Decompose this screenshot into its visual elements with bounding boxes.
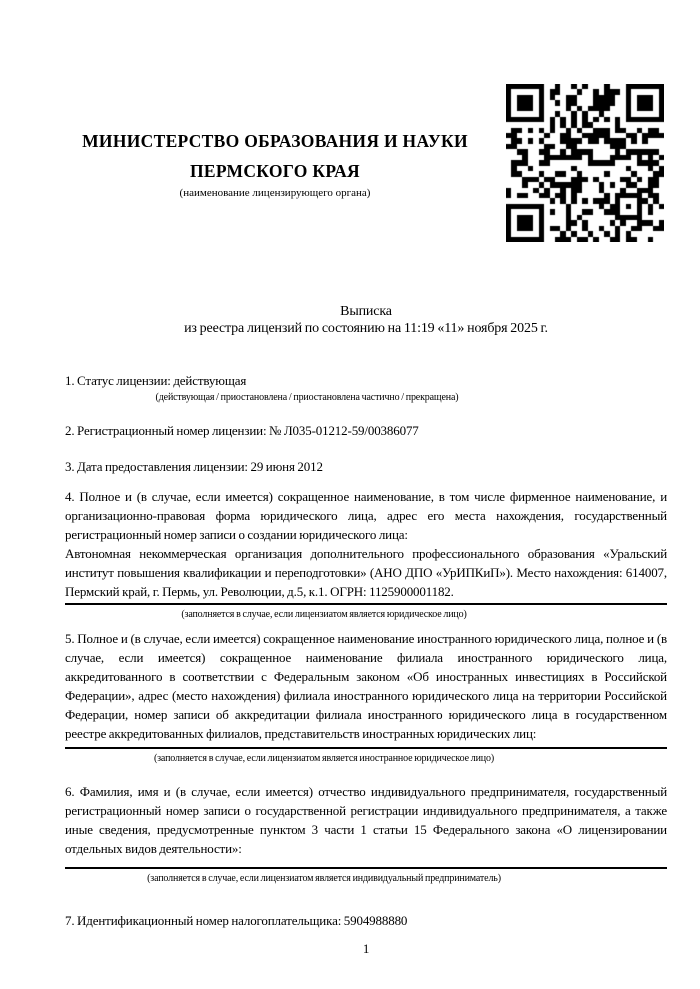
- qr-code-icon: [506, 84, 664, 242]
- legal-entity-question: 4. Полное и (в случае, если имеется) сокращенное наименование, в том числе фирменное наименование, и организационно-правовая форма юридического лица, адрес его места нахождения, государственный регистрационный номер записи о создании юридического лица:: [65, 489, 667, 542]
- license-reg-number-line: 2. Регистрационный номер лицензии: № Л035-01212-59/00386077: [65, 423, 419, 438]
- extract-title: Выписка: [340, 304, 392, 319]
- legal-entity-fill-line: [65, 603, 667, 605]
- ministry-name-line2: ПЕРМСКОГО КРАЯ: [190, 161, 360, 181]
- legal-entity-caption: (заполняется в случае, если лицензиатом является юридическое лицо): [181, 609, 467, 620]
- foreign-entity-caption: (заполняется в случае, если лицензиатом является иностранное юридическое лицо): [153, 753, 495, 764]
- licensing-authority-caption: (наименование лицензирующего органа): [179, 187, 371, 199]
- legal-entity-answer: Автономная некоммерческая организация дополнительного профессионального образования «Уральский институт повышения квалификации и переподготовки» (АНО ДПО «УрИПКиП»). Место нахождения: 614007, Пермский край, г. Пермь, ул. Революции, д.5, к.1. ОГРН: 1125900001182.: [65, 546, 667, 599]
- license-status-line: 1. Статус лицензии: действующая: [65, 373, 247, 388]
- extract-subtitle: из реестра лицензий по состоянию на 11:19 «11» ноября 2025 г.: [184, 321, 548, 336]
- taxpayer-id-line: 7. Идентификационный номер налогоплательщика: 5904988880: [65, 913, 408, 928]
- foreign-entity-question: 5. Полное и (в случае, если имеется) сокращенное наименование иностранного юридического лица, полное и (в случае, если имеется) сокращенное наименование филиала иностранного юридического лица, аккредитованного в соответствии с Федеральным законом «Об иностранных инвестициях в Российской Федерации», адрес (место нахождения) филиала иностранного юридического лица на территории Российской Федерации, номер записи об аккредитации филиала иностранного юридического лица в государственном реестре аккредитованных филиалов, представительств иностранных юридических лиц:: [65, 631, 667, 741]
- page-number: 1: [362, 941, 370, 956]
- entrepreneur-caption: (заполняется в случае, если лицензиатом является индивидуальный предприниматель): [147, 873, 501, 884]
- entrepreneur-question: 6. Фамилия, имя и (в случае, если имеется) отчество индивидуального предпринимателя, государственный регистрационный номер записи о государственной регистрации индивидуального предпринимателя, а также иные сведения, предусмотренные пунктом 3 части 1 статьи 15 Федерального закона «О лицензировании отдельных видов деятельности»:: [65, 784, 667, 856]
- ministry-header: [55, 126, 495, 200]
- ministry-name-line1: МИНИСТЕРСТВО ОБРАЗОВАНИЯ И НАУКИ: [82, 131, 468, 151]
- license-grant-date-line: 3. Дата предоставления лицензии: 29 июня 2012: [65, 459, 323, 474]
- foreign-entity-fill-line: [65, 747, 667, 749]
- license-status-options-caption: (действующая / приостановлена / приостановлена частично / прекращена): [155, 392, 459, 403]
- entrepreneur-fill-line: [65, 867, 667, 869]
- document-body: [65, 303, 667, 957]
